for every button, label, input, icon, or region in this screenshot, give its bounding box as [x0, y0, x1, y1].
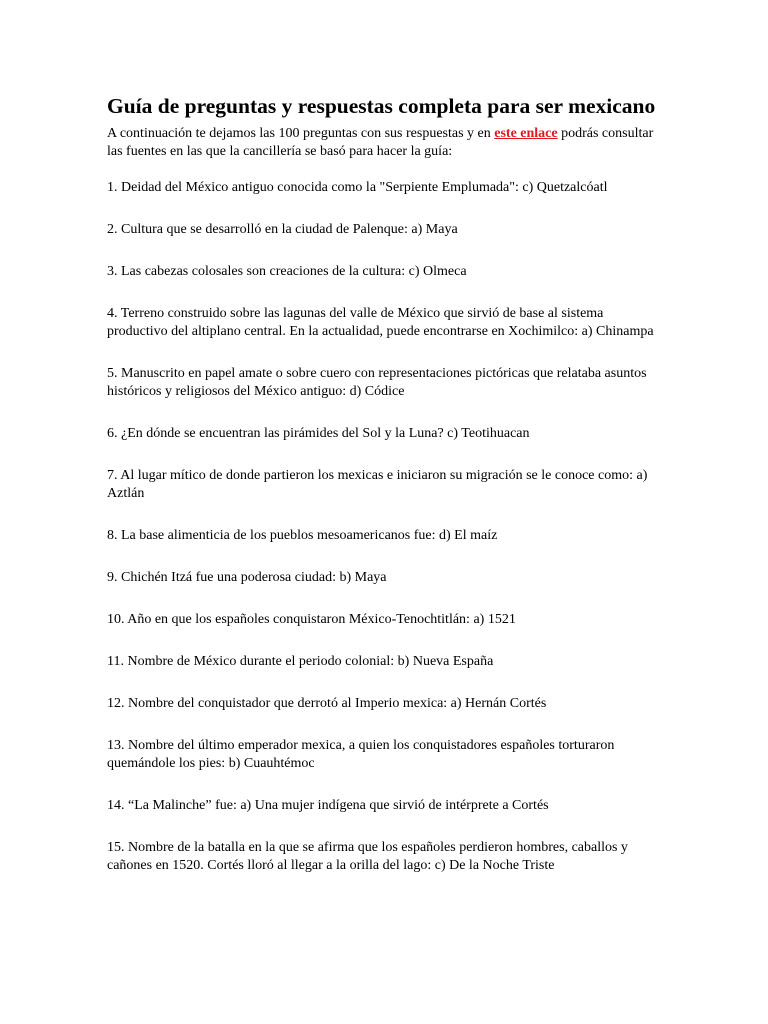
- question-item: 8. La base alimenticia de los pueblos mesoamericanos fue: d) El maíz: [107, 528, 498, 543]
- sources-link[interactable]: este enlace: [494, 126, 558, 141]
- question-item: 5. Manuscrito en papel amate o sobre cuero con representaciones pictóricas que relataba asuntos históricos y religiosos del México antiguo: d) Códice: [107, 366, 647, 399]
- intro-text-after: podrás consultar las fuentes en las que la cancillería se basó para hacer la guía:: [107, 126, 654, 159]
- intro-paragraph: [107, 125, 667, 161]
- document-page: [107, 93, 667, 875]
- question-item: 11. Nombre de México durante el periodo colonial: b) Nueva España: [107, 654, 494, 669]
- question-item: 7. Al lugar mítico de donde partieron los mexicas e iniciaron su migración se le conoce como: a) Aztlán: [107, 468, 648, 501]
- question-item: 3. Las cabezas colosales son creaciones de la cultura: c) Olmeca: [107, 264, 467, 279]
- intro-text-before: A continuación te dejamos las 100 preguntas con sus respuestas y en: [107, 126, 495, 141]
- question-item: 1. Deidad del México antiguo conocida como la "Serpiente Emplumada": c) Quetzalcóatl: [107, 180, 608, 195]
- question-item: 15. Nombre de la batalla en la que se afirma que los españoles perdieron hombres, caballos y cañones en 1520. Cortés lloró al llegar a la orilla del lago: c) De la Noche Triste: [107, 840, 628, 873]
- question-item: 14. “La Malinche” fue: a) Una mujer indígena que sirvió de intérprete a Cortés: [107, 798, 549, 813]
- question-item: 12. Nombre del conquistador que derrotó al Imperio mexica: a) Hernán Cortés: [107, 696, 547, 711]
- question-item: 9. Chichén Itzá fue una poderosa ciudad: b) Maya: [107, 570, 387, 585]
- question-item: 6. ¿En dónde se encuentran las pirámides del Sol y la Luna? c) Teotihuacan: [107, 426, 530, 441]
- question-item: 10. Año en que los españoles conquistaron México-Tenochtitlán: a) 1521: [107, 612, 516, 627]
- question-item: 4. Terreno construido sobre las lagunas del valle de México que sirvió de base al sistema productivo del altiplano central. En la actualidad, puede encontrarse en Xochimilco: a) Chinampa: [107, 306, 654, 339]
- question-item: 13. Nombre del último emperador mexica, a quien los conquistadores españoles torturaron quemándole los pies: b) Cuauhtémoc: [107, 738, 615, 771]
- page-title: Guía de preguntas y respuestas completa para ser mexicano: [107, 94, 656, 118]
- question-item: 2. Cultura que se desarrolló en la ciudad de Palenque: a) Maya: [107, 222, 458, 237]
- question-list: [107, 179, 667, 875]
